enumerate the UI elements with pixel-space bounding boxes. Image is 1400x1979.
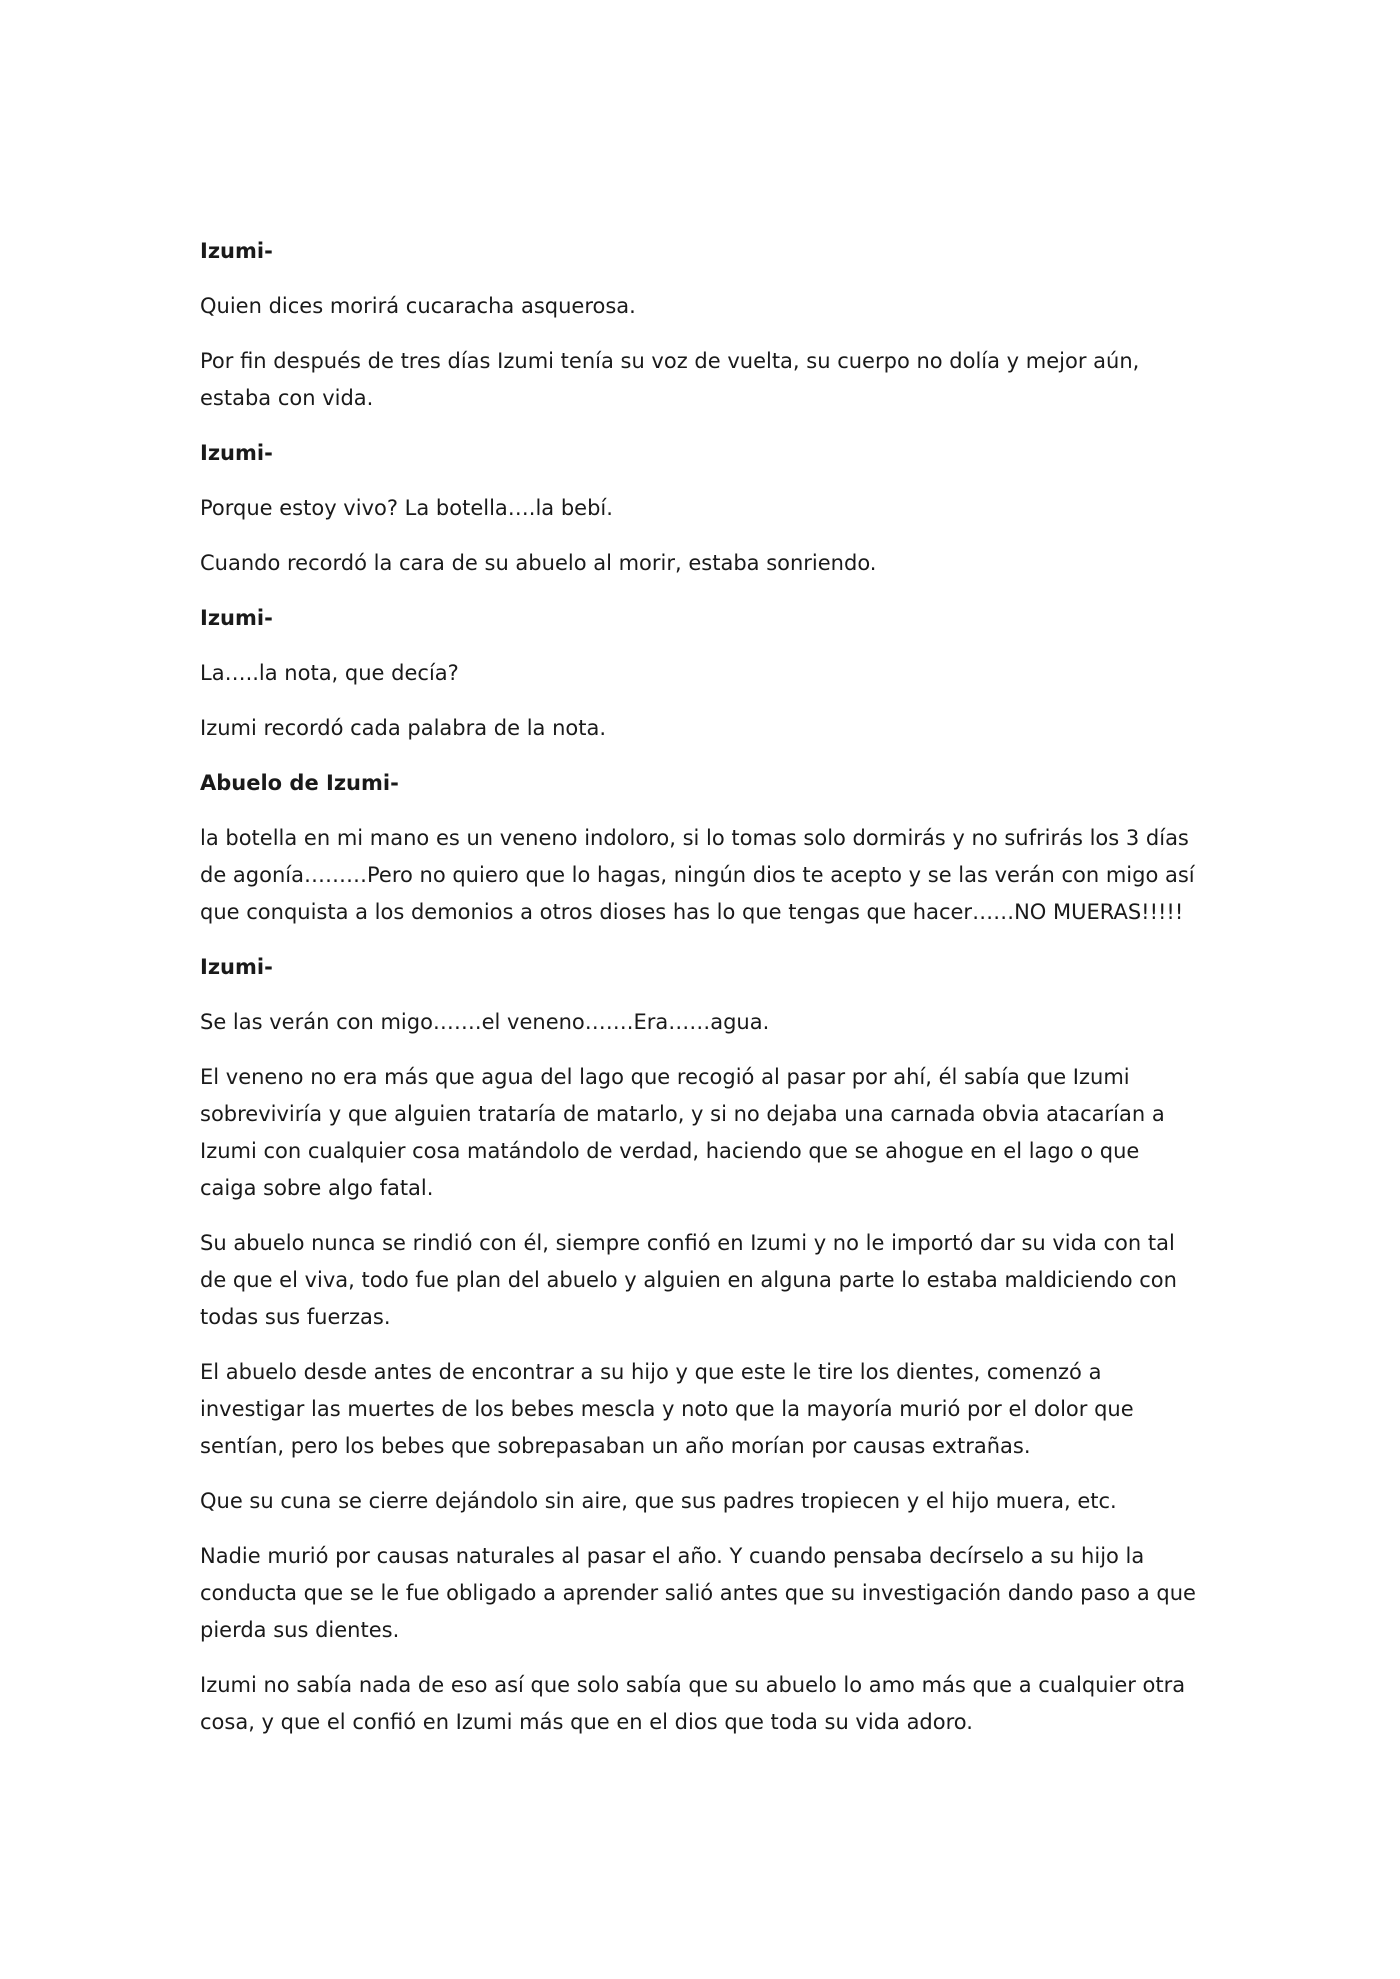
paragraph: Nadie murió por causas naturales al pasar el año. Y cuando pensaba decírselo a su hijo la conducta que se le fue obligado a aprender salió antes que su investigación dando paso a que pierda sus dientes. xyxy=(200,1544,1196,1642)
paragraph: Por fin después de tres días Izumi tenía su voz de vuelta, su cuerpo no dolía y mejor aún, estaba con vida. xyxy=(200,349,1140,410)
paragraph: Porque estoy vivo? La botella….la bebí. xyxy=(200,496,613,520)
paragraph: Cuando recordó la cara de su abuelo al morir, estaba sonriendo. xyxy=(200,551,877,575)
speaker-label: Abuelo de Izumi- xyxy=(200,771,399,795)
paragraph: Izumi no sabía nada de eso así que solo sabía que su abuelo lo amo más que a cualquier otra cosa, y que el confió en Izumi más que en el dios que toda su vida adoro. xyxy=(200,1673,1186,1734)
document-body xyxy=(200,233,1200,1759)
speaker-label: Izumi- xyxy=(200,606,273,630)
paragraph: Su abuelo nunca se rindió con él, siempre confió en Izumi y no le importó dar su vida con tal de que el viva, todo fue plan del abuelo y alguien en alguna parte lo estaba maldiciendo con todas sus fuerzas. xyxy=(200,1231,1177,1329)
paragraph: Se las verán con migo…….el veneno…….Era……agua. xyxy=(200,1010,770,1034)
speaker-label: Izumi- xyxy=(200,239,273,263)
paragraph: la botella en mi mano es un veneno indoloro, si lo tomas solo dormirás y no sufrirás los 3 días de agonía………Pero no quiero que lo hagas, ningún dios te acepto y se las verán con migo así que conquista a los demonios a otros dioses has lo que tengas que hacer……NO MUERAS!!!!! xyxy=(200,826,1195,924)
paragraph: La…..la nota, que decía? xyxy=(200,661,459,685)
speaker-label: Izumi- xyxy=(200,955,273,979)
paragraph: Izumi recordó cada palabra de la nota. xyxy=(200,716,607,740)
paragraph: El veneno no era más que agua del lago que recogió al pasar por ahí, él sabía que Izumi sobreviviría y que alguien trataría de matarlo, y si no dejaba una carnada obvia atacarían a Izumi con cualquier cosa matándolo de verdad, haciendo que se ahogue en el lago o que caiga sobre algo fatal. xyxy=(200,1065,1165,1200)
paragraph: Que su cuna se cierre dejándolo sin aire, que sus padres tropiecen y el hijo muera, etc. xyxy=(200,1489,1117,1513)
speaker-label: Izumi- xyxy=(200,441,273,465)
paragraph: Quien dices morirá cucaracha asquerosa. xyxy=(200,294,636,318)
paragraph: El abuelo desde antes de encontrar a su hijo y que este le tire los dientes, comenzó a investigar las muertes de los bebes mescla y noto que la mayoría murió por el dolor que sentían, pero los bebes que sobrepasaban un año morían por causas extrañas. xyxy=(200,1360,1134,1458)
